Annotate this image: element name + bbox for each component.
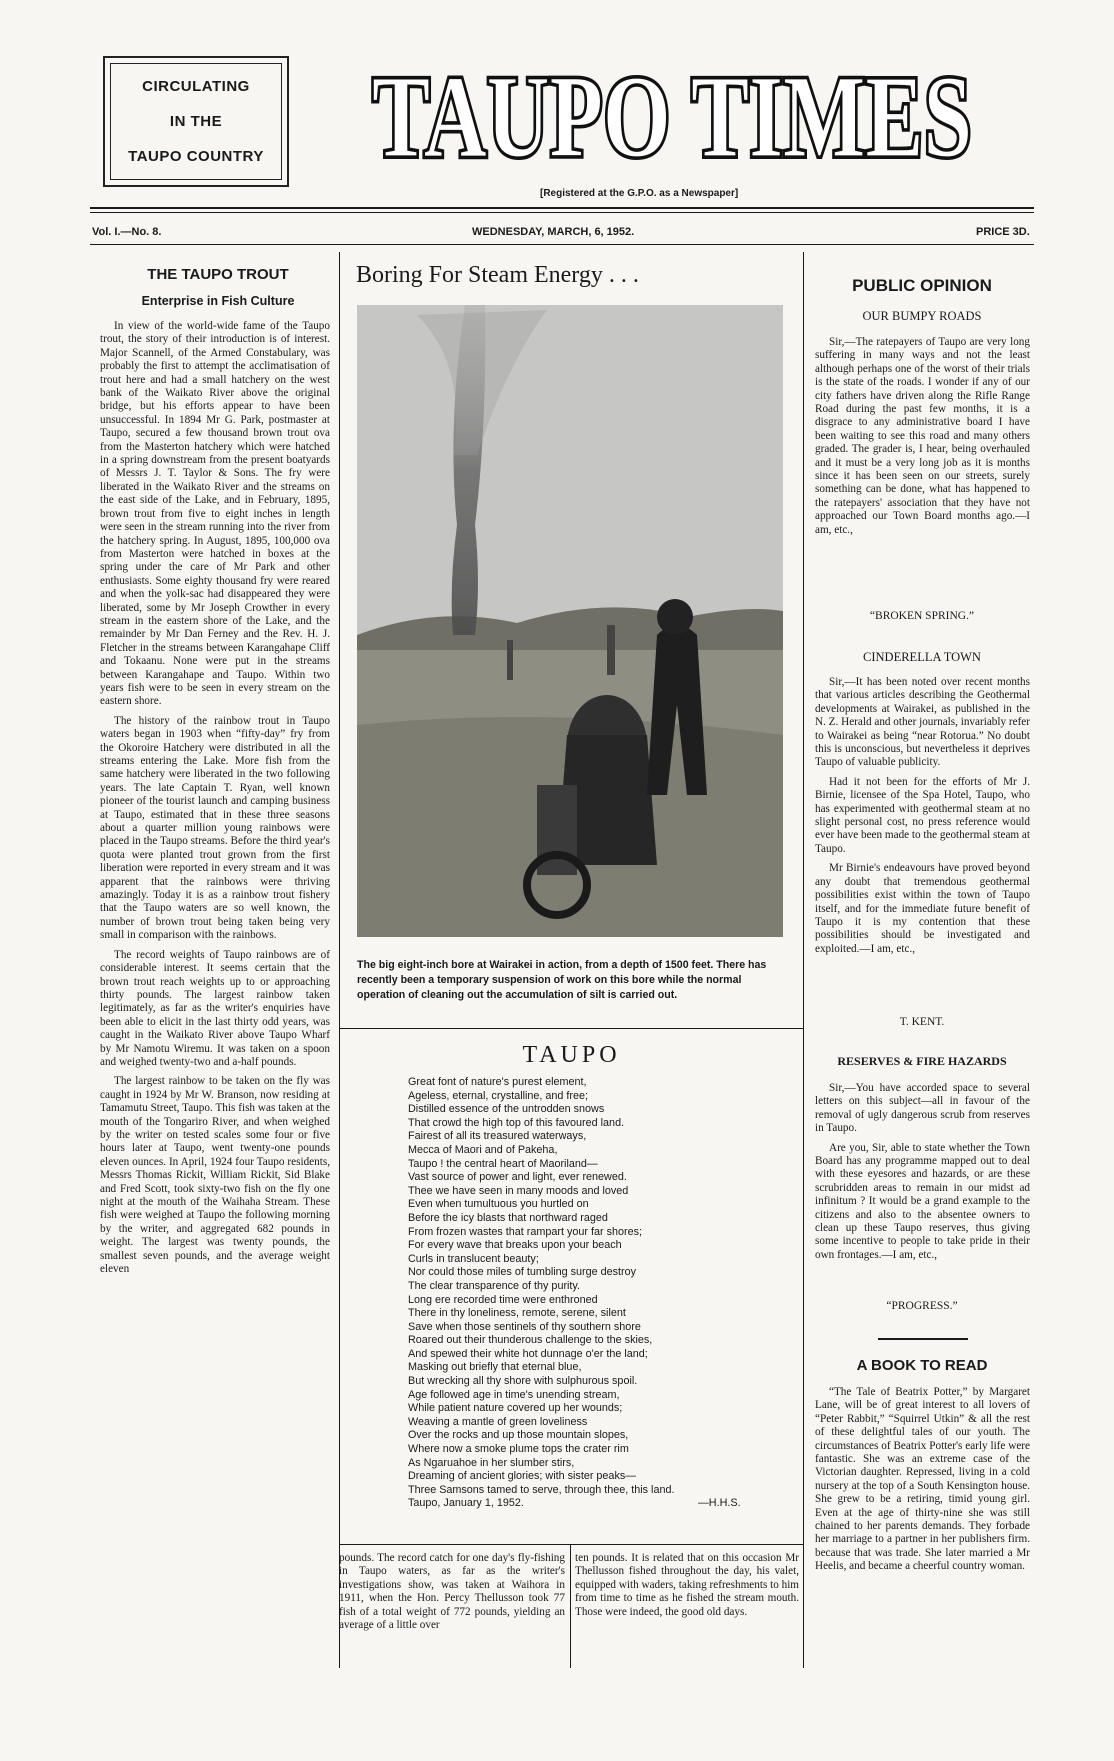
book-title: A BOOK TO READ [856,1357,988,1374]
poem-line: Weaving a mantle of green loveliness [408,1415,588,1428]
poem-line: Vast source of power and light, ever renewed. [408,1171,627,1184]
trout-continued: ten pounds. It is related that on this occasion Mr Thellusson fished throughout the day, his valet, equipped with waders, taking refreshments to him from time to time as he fished the stream mouth. Those were indeed, the good old days. [575,1552,800,1618]
issue-date: WEDNESDAY, MARCH, 6, 1952. [472,226,635,238]
volume-number: Vol. I.—No. 8. [92,226,162,238]
reserves-letter [815,1082,1030,1262]
poem-line: Even when tumultuous you hurtled on [408,1198,589,1211]
registered-note: [Registered at the G.P.O. as a Newspaper] [540,188,739,199]
poem-line: Long ere recorded time were enthroned [408,1293,598,1306]
section-rule [340,1544,803,1545]
letter-paragraph: Sir,—It has been noted over recent months that various articles describing the Geothermal developments at Wairakei, as published in the N. Z. Herald and other journals, invariably refer to Wairakei as being “near Rotorua.” No doubt this is unconscious, but nevertheless it deprives Taupo of valuable publicity. [815,676,1030,769]
trout-paragraph: The largest rainbow to be taken on the fly was caught in 1924 by Mr W. Branson, now residing at Tamamutu Street, Taupo. This fish was taken at the mouth of the Tongariro River, and when weighed by the writer on tested scales some four or five hours later at Taupo, went twenty-one pounds eleven ounces. In April, 1924 four Taupo residents, Messrs Thomas Rickit, William Rickit, Sid Blake and Fred Scott, took sixty-two fish on the fly one night at the mouth of the Waihaha Stream. These fish were weighed at Taupo the following morning by the writer, and aggregated 682 pounds in weight. The largest was twenty pounds, the smallest seven pounds, and the average weight eleven [100,1075,330,1276]
trout-paragraph: In view of the world-wide fame of the Taupo trout, the story of their introduction is of interest. Major Scannell, of the Armed Constabulary, was probably the first to attempt the acclimatisation of trout here and had a small hatchery on the west bank of the Waikato River above the original bridge, but his efforts appear to have been unsuccessful. In 1894 Mr G. Park, postmaster at Taupo, secured a few thousand brown trout ova from the Masterton hatchery which were hatched in a spring downstream from the present boatyards of Messrs J. T. Taylor & Sons. The fry were liberated in the Waikato River and the streams on the east side of the Lake, and in February, 1895, brown trout from five to eight inches in length were seen in the stream running into the river from the hatchery spring. In August, 1895, 100,000 ova from Masterton were hatched in boxes at the spring under the care of Mr Park and other enthusiasts. Some eighty thousand fry were reared and when the yolk-sac had disappeared they were liberated, some by Mr Joseph Crowther in every stream in the eastern shore of the Lake, and the remainder by Mr Dan Ferney and the Rev. H. J. Fletcher in the streams between Karangahape Cliff and Tokaanu. None were put in the streams between Karangahape and Taupo. Within two years fish were to be seen in every stream on the eastern shore. [100,320,330,708]
steam-title: Boring For Steam Energy . . . [356,262,639,288]
poem-line: Three Samsons tamed to serve, through thee, this land. [408,1483,675,1496]
reserves-signature: “PROGRESS.” [886,1300,958,1312]
letter-paragraph: Mr Birnie's endeavours have proved beyond any doubt that tremendous geothermal possibilities exist within the town of Taupo itself, and for the immediate future benefit of Taupo it is my contention that these possibilities should be investigated and exploited.—I am, etc., [815,862,1030,955]
wairakei-bore-photo [357,305,783,937]
section-rule [340,1028,803,1029]
trout-article [100,320,330,1276]
poem-line: Over the rocks and up those mountain slopes, [408,1429,629,1442]
poem-line: Where now a smoke plume tops the crater rim [408,1443,629,1456]
circulating-line: IN THE [169,113,223,130]
trout-subtitle: Enterprise in Fish Culture [141,294,295,308]
poem-line: For every wave that breaks upon your beach [408,1239,622,1252]
poem-line: Roared out their thunderous challenge to the skies, [408,1334,653,1347]
circulating-line: TAUPO COUNTRY [128,148,264,165]
letter-paragraph: Sir,—You have accorded space to several letters on this subject—all in favour of the removal of ugly dangerous scrub from reserves in Taupo. [815,1082,1030,1135]
poem-line: There in thy loneliness, remote, serene, silent [408,1307,626,1320]
reserves-title: RESERVES & FIRE HAZARDS [837,1054,1007,1068]
poem-line: The clear transparence of thy purity. [408,1279,581,1292]
trout-continued: pounds. The record catch for one day's fly-fishing in Taupo waters, as far as the writer's investigations show, was taken at Waihora in 1911, when the Hon. Percy Thellusson took 77 fish of a total weight of 772 pounds, yielding an average of a little over [339,1552,565,1632]
circulating-box [103,56,289,187]
cinderella-signature: T. KENT. [899,1016,945,1028]
poem-line: Great font of nature's purest element, [408,1076,587,1088]
roads-signature: “BROKEN SPRING.” [869,610,975,622]
roads-letter [815,336,1030,537]
poem-line: Ageless, eternal, crystalline, and free; [408,1089,589,1102]
cinderella-title: CINDERELLA TOWN [863,650,981,664]
letter-paragraph: Are you, Sir, able to state whether the Town Board has any programme mapped out to deal with these eyesores and hazards, or are these scrubridden areas to remain in our midst ad infinitum ? It would be a grand example to the citizens and also to the absentee owners to clean up these Taupo reserves, thus giving some incentive to people to take pride in their own frontages.—I am, etc., [815,1141,1030,1261]
poem-line: Curls in translucent beauty; [408,1252,539,1265]
top-rule [90,207,1034,209]
column-divider [803,252,804,1668]
poem-line: Nor could those miles of tumbling surge destroy [408,1266,637,1279]
trout-paragraph: The history of the rainbow trout in Taupo waters began in 1903 when “fifty-day” fry from the Okoroire Hatchery were distributed in all the streams entering the Lake. More fish from the same hatchery were liberated in the two following years. The late Captain T. Ryan, well known pioneer of the tourist launch and camping business at Taupo, estimated that in these three seasons about a quarter million young rainbows were placed in the Taupo streams. Before the third year's quota were planted trout grown from the first liberation were reported in every stream and it was apparent that the rainbows were thriving amazingly. Today it is as a rainbow trout fishery that the Taupo waters are so well known, the number of brown trout being taken being very small in comparison with the rainbows. [100,714,330,942]
poem-line: Distilled essence of the untrodden snows [408,1103,605,1116]
poem-line: Save when those sentinels of thy southern shore [408,1320,641,1333]
opinion-title: PUBLIC OPINION [852,276,992,295]
roads-title: OUR BUMPY ROADS [862,309,982,323]
price: PRICE 3D. [976,226,1030,238]
poem-author: —H.H.S. [698,1497,741,1510]
cinderella-letter [815,676,1030,956]
masthead-title: TAUPO TIMES [372,51,972,182]
poem-line: From frozen wastes that rampart your far shores; [408,1225,643,1238]
masthead-inline: TAUPO TIMES [372,51,972,182]
header-rule [90,244,1034,245]
book-review [815,1386,1030,1574]
poem-dateline: Taupo, January 1, 1952. [408,1497,524,1510]
poem-line: Dreaming of ancient glories; with sister peaks— [408,1470,637,1483]
poem-line: That crowd the high top of this favoured land. [408,1116,625,1129]
book-rule [878,1338,968,1340]
poem-line: Mecca of Maori and of Pakeha, [408,1143,558,1156]
poem-line: Masking out briefly that eternal blue, [408,1361,582,1374]
poem-line: While patient nature covered up her wounds; [408,1402,623,1415]
poem-body [408,1076,758,1511]
poem-line: Fairest of all its treasured waterways, [408,1130,587,1143]
poem-line: And spewed their white hot dunnage o'er the land; [408,1347,648,1360]
poem-line: Taupo ! the central heart of Maoriland— [408,1157,598,1170]
circulating-line: CIRCULATING [142,78,250,95]
letter-paragraph: Had it not been for the efforts of Mr J. Birnie, licensee of the Spa Hotel, Taupo, who has experimented with geothermal steam at no slight personal cost, no press reference would ever have been made to the geothermal steam at Taupo. [815,775,1030,855]
poem-line: Before the icy blasts that northward raged [408,1211,608,1224]
book-paragraph: “The Tale of Beatrix Potter,” by Margaret Lane, will be of great interest to all lovers of “Peter Rabbit,” “Squirrel Utkin” & all the rest of these delightful tales of our youth. The circumstances of Beatrix Potter's early life were fantastic. She was an extreme case of the Victorian daughter. Repressed, living in a cold nursery at the top of a South Kensington house. She grew to be a retiring, timid young girl. Even at the age of thirty-nine she was still chained to her parents demands. They forbade her marriage to a partner in her publishers firm. because that was trade. She later married a Mr Heelis, and became a cheerful country woman. [815,1386,1030,1573]
poem-title: TAUPO [522,1042,621,1068]
photo-caption: The big eight-inch bore at Wairakei in action, from a depth of 1500 feet. There has recently been a temporary suspension of work on this bore while the normal operation of cleaning out the accumulation of silt is carried out. [357,959,767,1001]
masthead [366,44,978,184]
trout-title: THE TAUPO TROUT [147,266,289,283]
column-divider [570,1545,571,1668]
top-rule-thin [90,212,1034,213]
poem-line: But wrecking all thy shore with sulphurous spoil. [408,1375,638,1388]
trout-paragraph: The record weights of Taupo rainbows are of considerable interest. It seems certain that the brown trout reach weights up to or approaching thirty pounds. The largest rainbow taken legitimately, as far as the writer's enquiries have been able to elicit in the last thirty odd years, was caught in the Waikato River above Taupo Wharf by Mr Namotu Wiremu. It was taken on a spoon and weighed twenty-two and a-half pounds. [100,948,330,1068]
column-divider [339,252,340,1668]
photo-scene [357,305,783,937]
poem-line: Thee we have seen in many moods and loved [408,1184,629,1197]
letter-paragraph: Sir,—The ratepayers of Taupo are very long suffering in many ways and not the least although perhaps one of the worst of their trials is the state of the roads. I wonder if any of our city fathers have driven along the Rifle Range Road during the past few months, it is a disgrace to any administrative board I have been waiting to see this road and many others graded. The grader is, I hear, being overhauled and it must be a very long job as it is months since it has been seen on our streets, surely something can be done, what has happened to the ratepayers' association that they have not approached our Town Board months ago.—I am, etc., [815,336,1030,536]
poem-footer [408,1497,758,1511]
poem-line: Age followed age in time's unending stream, [408,1388,620,1401]
poem-line: As Ngaruahoe in her slumber stirs, [408,1456,575,1469]
